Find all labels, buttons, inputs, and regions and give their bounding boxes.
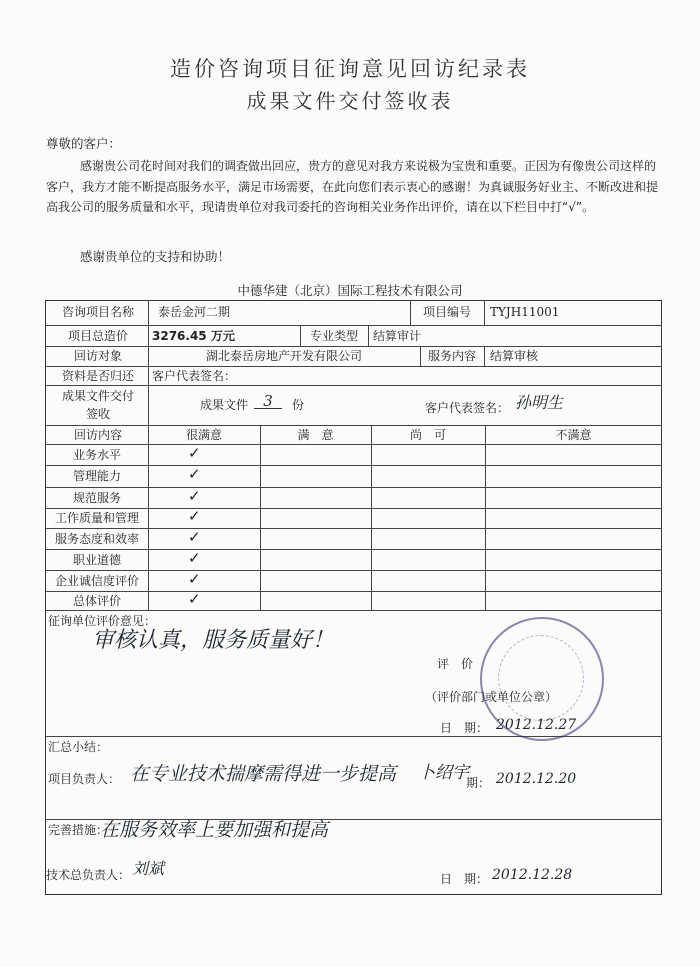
rating-item: 业务水平 — [72, 448, 121, 462]
row-line — [45, 366, 662, 367]
check-mark: ✓ — [188, 465, 201, 483]
measures-handwritten: 在服务效率上要加强和提高 — [100, 819, 329, 841]
total-cost-label: 项目总造价 — [67, 329, 128, 343]
check-mark: ✓ — [188, 570, 201, 588]
project-no-label: 项目编号 — [422, 305, 471, 319]
col-line — [485, 425, 486, 610]
company-name: 中德华建（北京）国际工程技术有限公司 — [237, 283, 463, 298]
service-label: 服务内容 — [427, 349, 476, 363]
delivery-label: 成果文件交付 — [61, 389, 134, 403]
client-rep-sign-label: 客户代表签名： — [152, 369, 237, 383]
check-mark: ✓ — [188, 590, 201, 608]
archived-label: 资料是否归还 — [61, 369, 134, 383]
client-sign-label: 客户代表签名： — [425, 401, 510, 415]
summary-handwritten: 在专业技术揣摩需得进一步提高 — [130, 763, 397, 785]
client-signature: 孙明生 — [515, 393, 564, 412]
summary-label: 汇总小结： — [48, 740, 109, 754]
project-name-value: 泰岳金河二期 — [158, 305, 231, 319]
row-line — [45, 528, 662, 529]
summary-date-label: 期： — [466, 776, 491, 790]
measures-date: 2012.12.28 — [492, 867, 573, 883]
ratings-header: 回访内容 — [73, 428, 122, 442]
rating-col-satisfied: 满 意 — [297, 428, 334, 442]
check-mark: ✓ — [188, 549, 201, 567]
delivery-label-2: 签收 — [85, 407, 110, 421]
row-line — [45, 570, 662, 571]
rating-col-unsatisfied: 不满意 — [555, 428, 592, 442]
result-files-unit: 份 — [292, 398, 305, 412]
specialty-value: 结算审计 — [373, 329, 422, 343]
evaluator-label: 评 价 — [437, 657, 474, 671]
result-files-label: 成果文件 — [200, 398, 249, 412]
row-line — [45, 610, 662, 611]
col-line — [260, 425, 261, 610]
rating-item: 企业诚信度评价 — [54, 574, 139, 588]
service-value: 结算审核 — [490, 349, 539, 363]
rating-item: 规范服务 — [72, 491, 121, 505]
rating-item: 管理能力 — [72, 469, 121, 483]
summary-date: 2012.12.20 — [496, 771, 577, 787]
tech-lead-label: 技术总负责人： — [46, 868, 131, 882]
form-subtitle: 成果文件交付签收表 — [246, 89, 454, 113]
row-line — [45, 385, 662, 386]
col-line — [484, 346, 485, 366]
opinion-date-label: 日 期： — [440, 721, 489, 735]
col-line — [484, 300, 485, 325]
rating-item: 服务态度和效率 — [54, 532, 139, 546]
rating-col-very-satisfied: 很满意 — [185, 428, 222, 442]
row-line — [45, 444, 662, 445]
visit-target-value: 湖北泰岳房地产开发有限公司 — [205, 349, 362, 363]
form-title: 造价咨询项目征询意见回访纪录表 — [170, 57, 530, 81]
row-line — [45, 465, 662, 466]
col-line — [148, 300, 149, 610]
row-line — [45, 591, 662, 592]
check-mark: ✓ — [188, 487, 201, 505]
greeting: 尊敬的客户： — [46, 136, 122, 151]
thanks-line: 感谢贵单位的支持和协助！ — [80, 249, 231, 264]
row-line — [45, 425, 662, 426]
check-mark: ✓ — [188, 528, 201, 546]
row-line — [45, 487, 662, 488]
result-files-count: 3 — [254, 394, 282, 409]
row-line — [45, 549, 662, 550]
visit-target-label: 回访对象 — [73, 349, 122, 363]
project-no-value: TYJH11001 — [490, 305, 560, 319]
row-line — [45, 736, 662, 737]
rating-col-acceptable: 尚 可 — [409, 428, 446, 442]
tech-lead-signature: 刘斌 — [132, 859, 165, 878]
check-mark: ✓ — [188, 444, 201, 462]
rating-item: 总体评价 — [72, 594, 121, 608]
measures-date-label: 日 期： — [440, 872, 489, 886]
col-line — [368, 325, 369, 346]
measures-label: 完善措施： — [48, 823, 109, 837]
project-name-label: 咨询项目名称 — [61, 305, 134, 319]
row-line — [45, 325, 662, 326]
opinion-label: 征询单位评价意见： — [48, 614, 157, 628]
specialty-label: 专业类型 — [309, 329, 358, 343]
pm-label: 项目负责人： — [48, 772, 121, 786]
pm-signature: 卜绍宇 — [418, 763, 469, 783]
check-mark: ✓ — [188, 507, 201, 525]
col-line — [371, 425, 372, 610]
row-line — [45, 508, 662, 509]
rating-item: 工作质量和管理 — [54, 511, 139, 525]
evaluator-note: （评价部门或单位公章） — [425, 690, 558, 704]
total-cost-value: 3276.45 万元 — [152, 329, 235, 343]
opinion-handwritten: 审核认真，服务质量好！ — [92, 628, 335, 653]
row-line — [45, 346, 662, 347]
company-seal-inner — [498, 635, 584, 721]
intro-paragraph: 感谢贵公司花时间对我们的调查做出回应，贵方的意见对我方来说极为宝贵和重要。正因为有像贵公司这样的客户，我方才能不断提高服务水平，满足市场需要，在此向您们表示衷心的感谢！为真诚服务好业主、不断改进和提高我公司的服务质量和水平，现请贵单位对我司委托的咨询相关业务作出评价，请在以下栏目中打“√”。 — [46, 159, 659, 214]
rating-item: 职业道德 — [72, 553, 121, 567]
opinion-date: 2012.12.27 — [496, 717, 577, 733]
